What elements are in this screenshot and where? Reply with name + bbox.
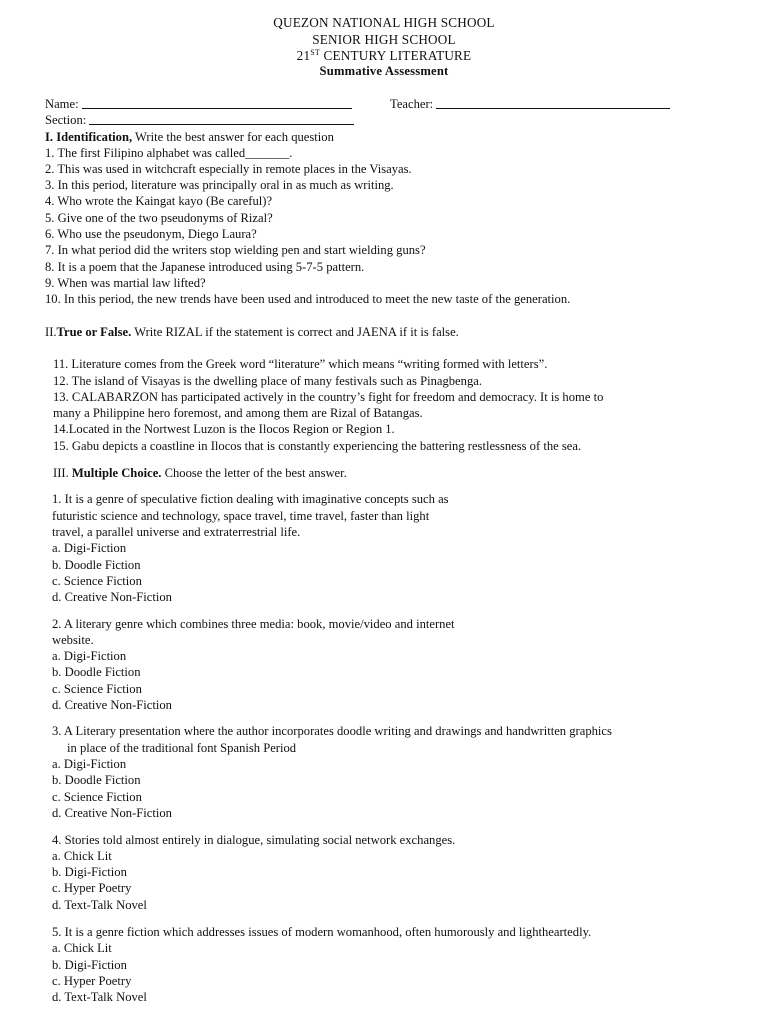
question-13: 13. CALABARZON has participated actively in the country’s fight for freedom and democracy. It is home to bbox=[53, 390, 604, 404]
section-field bbox=[45, 113, 354, 128]
name-input-line[interactable] bbox=[82, 97, 352, 109]
section-input-line[interactable] bbox=[89, 113, 354, 125]
mc-question-3-line-2: in place of the traditional font Spanish Period bbox=[67, 741, 297, 755]
question-11: 11. Literature comes from the Greek word “literature” which means “writing formed with letters”. bbox=[53, 357, 548, 371]
mc-question-3: 3. A Literary presentation where the author incorporates doodle writing and drawings and handwritten graphics bbox=[52, 724, 612, 738]
question-10: 10. In this period, the new trends have been used and introduced to meet the new taste of the generation. bbox=[45, 292, 571, 306]
question-9: 9. When was martial law lifted? bbox=[45, 276, 206, 290]
question-13-continued: many a Philippine hero foremost, and among them are Rizal of Batangas. bbox=[53, 406, 423, 420]
mc-4-choice-a: a. Chick Lit bbox=[52, 849, 112, 863]
teacher-field bbox=[390, 97, 670, 112]
part1-instruction: Write the best answer for each question bbox=[132, 130, 334, 144]
mc-3-choice-d: d. Creative Non-Fiction bbox=[52, 806, 172, 820]
mc-question-1: 1. It is a genre of speculative fiction dealing with imaginative concepts such as bbox=[52, 492, 449, 506]
mc-2-choice-a: a. Digi-Fiction bbox=[52, 649, 127, 663]
mc-3-choice-a: a. Digi-Fiction bbox=[52, 757, 127, 771]
course-ordinal: ST bbox=[310, 48, 321, 57]
question-6: 6. Who use the pseudonym, Diego Laura? bbox=[45, 227, 257, 241]
part1-title: Identification, bbox=[56, 130, 133, 144]
mc-5-choice-b: b. Digi-Fiction bbox=[52, 958, 127, 972]
mc-question-5: 5. It is a genre fiction which addresses issues of modern womanhood, often humorously and lightheartedly. bbox=[52, 925, 592, 939]
course-title bbox=[0, 48, 768, 63]
part3-heading bbox=[53, 466, 347, 481]
course-name: CENTURY LITERATURE bbox=[320, 48, 472, 63]
question-2: 2. This was used in witchcraft especially in remote places in the Visayas. bbox=[45, 162, 412, 176]
teacher-label: Teacher: bbox=[390, 97, 434, 111]
name-field bbox=[45, 97, 352, 112]
question-8: 8. It is a poem that the Japanese introduced using 5-7-5 pattern. bbox=[45, 260, 365, 274]
mc-5-choice-a: a. Chick Lit bbox=[52, 941, 112, 955]
part3-instruction: Choose the letter of the best answer. bbox=[161, 466, 347, 480]
school-level: SENIOR HIGH SCHOOL bbox=[312, 32, 456, 47]
part1-number: I. bbox=[45, 130, 57, 144]
part3-number: III. bbox=[53, 466, 72, 480]
part2-heading bbox=[45, 325, 459, 340]
mc-1-choice-d: d. Creative Non-Fiction bbox=[52, 590, 172, 604]
part2-instruction: Write RIZAL if the statement is correct and JAENA if it is false. bbox=[131, 325, 459, 339]
mc-question-1-line-2: futuristic science and technology, space travel, time travel, faster than light bbox=[52, 509, 430, 523]
mc-question-2-line-2: website. bbox=[52, 633, 94, 647]
question-1: 1. The first Filipino alphabet was called_______. bbox=[45, 146, 293, 160]
school-name: QUEZON NATIONAL HIGH SCHOOL bbox=[273, 15, 495, 30]
question-14: 14.Located in the Nortwest Luzon is the Ilocos Region or Region 1. bbox=[53, 422, 395, 436]
question-7: 7. In what period did the writers stop wielding pen and start wielding guns? bbox=[45, 243, 426, 257]
part1-heading bbox=[45, 130, 334, 145]
part3-title: Multiple Choice. bbox=[71, 466, 162, 480]
mc-3-choice-c: c. Science Fiction bbox=[52, 790, 142, 804]
mc-5-choice-c: c. Hyper Poetry bbox=[52, 974, 132, 988]
part2-number: II. bbox=[45, 325, 57, 339]
question-4: 4. Who wrote the Kaingat kayo (Be careful)? bbox=[45, 194, 273, 208]
mc-5-choice-d: d. Text-Talk Novel bbox=[52, 990, 147, 1004]
mc-2-choice-c: c. Science Fiction bbox=[52, 682, 142, 696]
mc-question-1-line-3: travel, a parallel universe and extraterrestrial life. bbox=[52, 525, 301, 539]
mc-1-choice-c: c. Science Fiction bbox=[52, 574, 142, 588]
question-12: 12. The island of Visayas is the dwelling place of many festivals such as Pinagbenga. bbox=[53, 374, 482, 388]
mc-1-choice-b: b. Doodle Fiction bbox=[52, 558, 141, 572]
mc-4-choice-c: c. Hyper Poetry bbox=[52, 881, 132, 895]
mc-4-choice-d: d. Text-Talk Novel bbox=[52, 898, 147, 912]
question-15: 15. Gabu depicts a coastline in Ilocos that is constantly experiencing the battering restlessness of the sea. bbox=[53, 439, 582, 453]
mc-2-choice-b: b. Doodle Fiction bbox=[52, 665, 141, 679]
mc-2-choice-d: d. Creative Non-Fiction bbox=[52, 698, 172, 712]
mc-4-choice-b: b. Digi-Fiction bbox=[52, 865, 127, 879]
mc-3-choice-b: b. Doodle Fiction bbox=[52, 773, 141, 787]
section-label: Section: bbox=[45, 113, 87, 127]
mc-1-choice-a: a. Digi-Fiction bbox=[52, 541, 127, 555]
teacher-input-line[interactable] bbox=[436, 97, 670, 109]
name-label: Name: bbox=[45, 97, 79, 111]
part2-title: True or False. bbox=[56, 325, 132, 339]
assessment-title: Summative Assessment bbox=[319, 64, 449, 78]
mc-question-4: 4. Stories told almost entirely in dialogue, simulating social network exchanges. bbox=[52, 833, 456, 847]
question-5: 5. Give one of the two pseudonyms of Rizal? bbox=[45, 211, 273, 225]
course-number: 21 bbox=[296, 48, 311, 63]
mc-question-2: 2. A literary genre which combines three media: book, movie/video and internet bbox=[52, 617, 455, 631]
question-3: 3. In this period, literature was principally oral in as much as writing. bbox=[45, 178, 394, 192]
